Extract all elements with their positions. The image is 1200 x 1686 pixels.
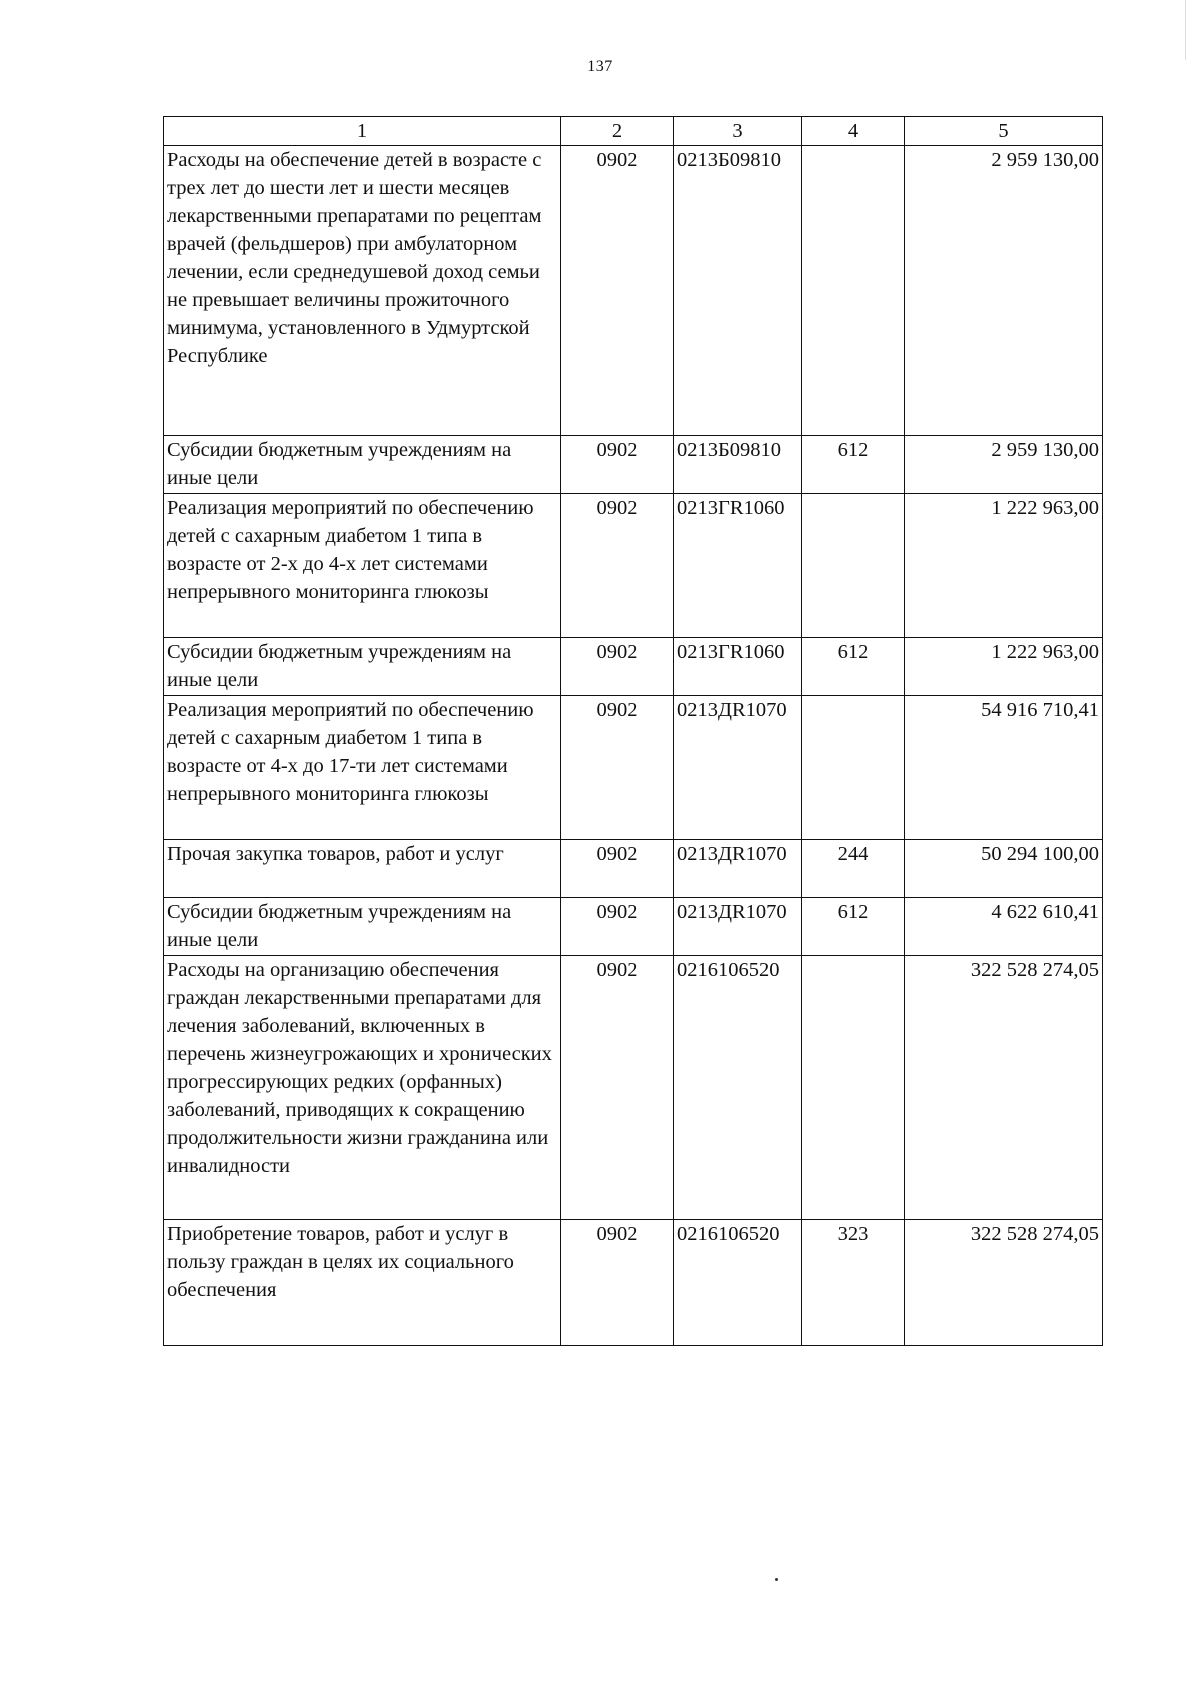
row-name: Приобретение товаров, работ и услуг в пользу граждан в целях их социального обеспечения (164, 1220, 561, 1346)
row-section: 0902 (561, 956, 674, 1220)
table-header-row (164, 117, 1103, 146)
row-amount: 4 622 610,41 (905, 898, 1103, 956)
row-section: 0902 (561, 494, 674, 638)
row-target: 0213Б09810 (674, 146, 802, 436)
row-section: 0902 (561, 898, 674, 956)
row-name: Расходы на обеспечение детей в возрасте с трех лет до шести лет и шести месяцев лекарственными препаратами по рецептам врачей (фельдшеров) при амбулаторном лечении, если среднедушевой доход семьи не превышает величины прожиточного минимума, установленного в Удмуртской Республике (164, 146, 561, 436)
budget-table (163, 116, 1103, 1346)
row-name: Расходы на организацию обеспечения граждан лекарственными препаратами для лечения заболеваний, включенных в перечень жизнеугрожающих и хронических прогрессирующих редких (орфанных) заболеваний, приводящих к сокращению продолжительности жизни гражданина или инвалидности (164, 956, 561, 1220)
row-target: 0213ДR1070 (674, 696, 802, 840)
row-target: 0216106520 (674, 956, 802, 1220)
row-section: 0902 (561, 638, 674, 696)
table-row (164, 956, 1103, 1220)
row-amount: 2 959 130,00 (905, 146, 1103, 436)
row-expense-type: 612 (802, 436, 905, 494)
row-target: 0213ГR1060 (674, 494, 802, 638)
column-header-expense-type: 4 (802, 117, 905, 146)
row-expense-type: 323 (802, 1220, 905, 1346)
row-name: Реализация мероприятий по обеспечению детей с сахарным диабетом 1 типа в возрасте от 2-х до 4-х лет системами непрерывного мониторинга глюкозы (164, 494, 561, 638)
row-amount: 322 528 274,05 (905, 956, 1103, 1220)
row-name: Субсидии бюджетным учреждениям на иные цели (164, 436, 561, 494)
row-name: Субсидии бюджетным учреждениям на иные цели (164, 638, 561, 696)
row-section: 0902 (561, 840, 674, 898)
table-row (164, 840, 1103, 898)
row-target: 0213Б09810 (674, 436, 802, 494)
row-section: 0902 (561, 696, 674, 840)
row-name: Реализация мероприятий по обеспечению детей с сахарным диабетом 1 типа в возрасте от 4-х до 17-ти лет системами непрерывного мониторинга глюкозы (164, 696, 561, 840)
row-section: 0902 (561, 1220, 674, 1346)
row-name: Субсидии бюджетным учреждениям на иные цели (164, 898, 561, 956)
row-expense-type (802, 146, 905, 436)
row-expense-type (802, 696, 905, 840)
row-expense-type: 612 (802, 638, 905, 696)
table-row (164, 146, 1103, 436)
row-target: 0213ДR1070 (674, 840, 802, 898)
row-expense-type: 612 (802, 898, 905, 956)
row-amount: 1 222 963,00 (905, 494, 1103, 638)
column-header-amount: 5 (905, 117, 1103, 146)
table-row (164, 696, 1103, 840)
row-target: 0216106520 (674, 1220, 802, 1346)
stray-dot-mark (775, 1578, 778, 1581)
column-header-target: 3 (674, 117, 802, 146)
row-expense-type (802, 956, 905, 1220)
column-header-name: 1 (164, 117, 561, 146)
row-amount: 322 528 274,05 (905, 1220, 1103, 1346)
column-header-section: 2 (561, 117, 674, 146)
table-row (164, 494, 1103, 638)
row-target: 0213ДR1070 (674, 898, 802, 956)
row-target: 0213ГR1060 (674, 638, 802, 696)
row-amount: 1 222 963,00 (905, 638, 1103, 696)
row-name: Прочая закупка товаров, работ и услуг (164, 840, 561, 898)
row-amount: 2 959 130,00 (905, 436, 1103, 494)
row-section: 0902 (561, 436, 674, 494)
table-row (164, 898, 1103, 956)
row-amount: 54 916 710,41 (905, 696, 1103, 840)
row-section: 0902 (561, 146, 674, 436)
scan-edge-mark (1185, 0, 1186, 60)
row-expense-type (802, 494, 905, 638)
row-expense-type: 244 (802, 840, 905, 898)
table-row (164, 638, 1103, 696)
row-amount: 50 294 100,00 (905, 840, 1103, 898)
table-row (164, 436, 1103, 494)
page-number: 137 (587, 58, 613, 75)
table-row (164, 1220, 1103, 1346)
